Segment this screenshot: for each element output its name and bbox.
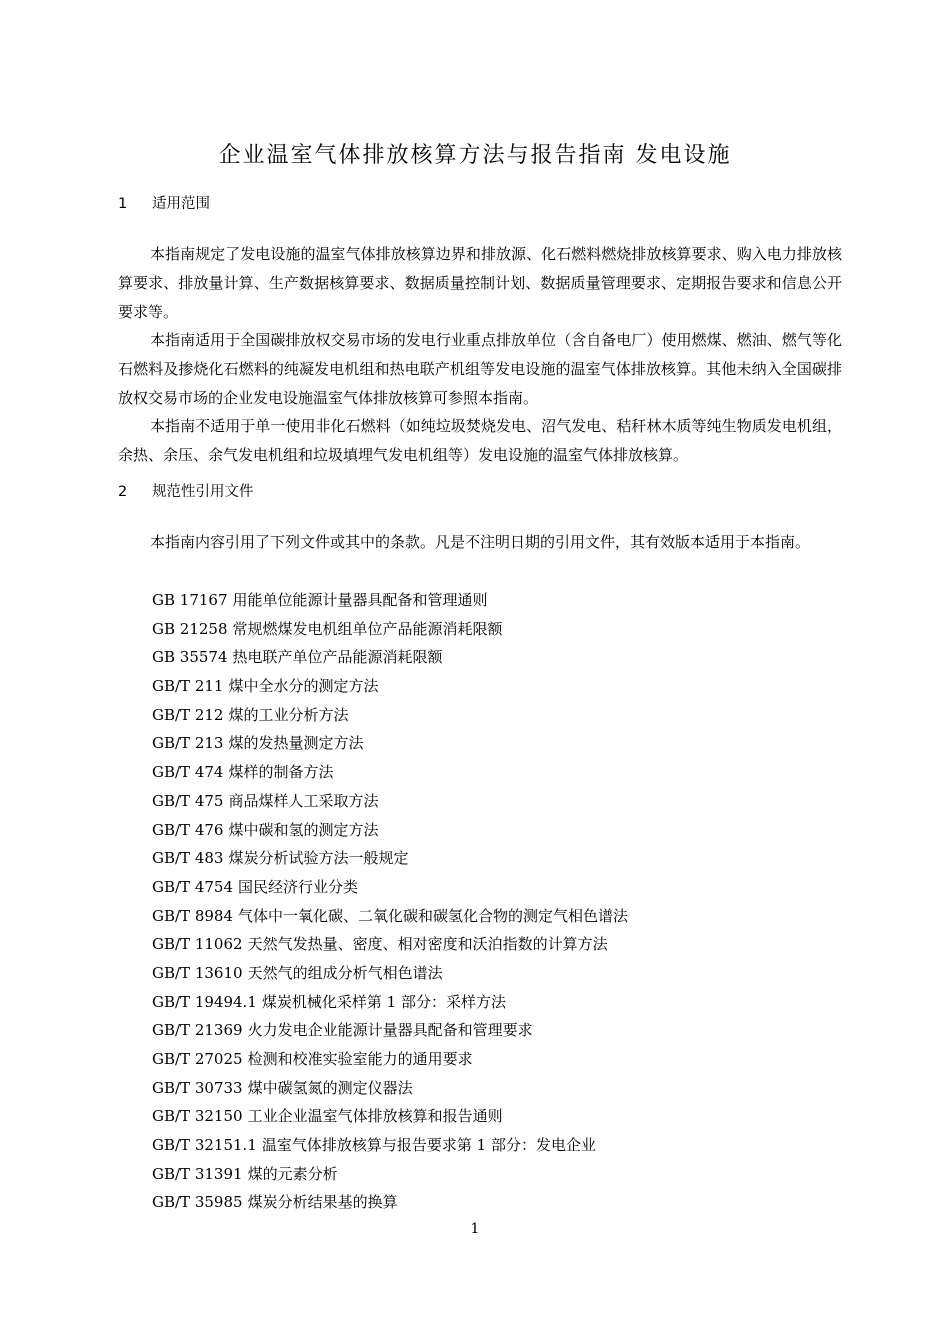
reference-title: 煤炭分析结果基的换算 [247, 1193, 398, 1212]
reference-item [152, 844, 628, 873]
reference-code: GB/T 27025 [152, 1050, 243, 1068]
reference-title: 热电联产单位产品能源消耗限额 [232, 648, 443, 667]
paragraph: 本指南内容引用了下列文件或其中的条款。凡是不注明日期的引用文件，其有效版本适用于本指南。 [150, 533, 811, 551]
reference-title: 煤的元素分析 [247, 1164, 338, 1183]
reference-code: GB/T 213 [152, 734, 224, 753]
reference-item [152, 729, 628, 758]
reference-title: 煤的发热量测定方法 [228, 734, 364, 753]
reference-item [152, 988, 628, 1017]
reference-code: GB 35574 [152, 648, 228, 667]
section-title: 适用范围 [152, 196, 210, 212]
reference-item [152, 701, 628, 730]
reference-title: 煤中碳和氢的测定方法 [228, 820, 379, 839]
reference-title: 煤的工业分析方法 [228, 705, 349, 724]
reference-code: GB/T 474 [152, 763, 224, 782]
reference-code: GB/T 32150 [152, 1107, 243, 1126]
reference-title: 煤中碳氢氮的测定仪器法 [247, 1078, 413, 1097]
reference-code: GB/T 19494.1 [152, 992, 257, 1011]
reference-item [152, 586, 628, 615]
reference-item [152, 816, 628, 845]
reference-title: 天然气发热量、密度、相对密度和沃泊指数的计算方法 [247, 935, 608, 954]
section-heading-scope [118, 194, 210, 214]
reference-title: 天然气的组成分析气相色谱法 [247, 963, 443, 982]
section-title: 规范性引用文件 [152, 484, 254, 500]
reference-title: 国民经济行业分类 [238, 877, 359, 896]
reference-title: 气体中一氧化碳、二氧化碳和碳氢化合物的测定气相色谱法 [238, 906, 629, 925]
paragraph: 本指南不适用于单一使用非化石燃料（如纯垃圾焚烧发电、沼气发电、秸秆林木质等纯生物质发电机组，余热、余压、余气发电机组和垃圾填埋气发电机组等）发电设施的温室气体排放核算。 [118, 417, 842, 464]
reference-title: 常规燃煤发电机组单位产品能源消耗限额 [232, 619, 503, 638]
reference-code: GB/T 11062 [152, 935, 243, 954]
reference-code: GB/T 13610 [152, 963, 243, 982]
reference-code: GB/T 476 [152, 820, 224, 839]
reference-item [152, 1074, 628, 1103]
reference-title: 温室气体排放核算与报告要求第 1 部分：发电企业 [261, 1136, 596, 1155]
reference-item [152, 1131, 628, 1160]
section-number: 1 [118, 196, 128, 212]
reference-code: GB/T 483 [152, 849, 224, 868]
reference-title: 煤样的制备方法 [228, 763, 334, 782]
reference-code: GB/T 35985 [152, 1193, 243, 1212]
document-title: 企业温室气体排放核算方法与报告指南 发电设施 [218, 143, 732, 168]
reference-code: GB/T 4754 [152, 877, 234, 896]
reference-item [152, 1045, 628, 1074]
reference-code: GB/T 30733 [152, 1078, 243, 1097]
reference-item [152, 758, 628, 787]
reference-title: 商品煤样人工采取方法 [228, 791, 379, 810]
reference-item [152, 1160, 628, 1189]
reference-title: 煤炭机械化采样第 1 部分：采样方法 [261, 992, 506, 1011]
paragraph: 本指南规定了发电设施的温室气体排放核算边界和排放源、化石燃料燃烧排放核算要求、购入电力排放核算要求、排放量计算、生产数据核算要求、数据质量控制计划、数据质量管理要求、定期报告要求和信息公开要求等。 [118, 245, 842, 321]
reference-title: 工业企业温室气体排放核算和报告通则 [247, 1107, 503, 1126]
reference-code: GB/T 212 [152, 705, 224, 724]
reference-item [152, 615, 628, 644]
reference-item [152, 873, 628, 902]
reference-code: GB/T 21369 [152, 1021, 243, 1040]
paragraph: 本指南适用于全国碳排放权交易市场的发电行业重点排放单位（含自备电厂）使用燃煤、燃油、燃气等化石燃料及掺烧化石燃料的纯凝发电机组和热电联产机组等发电设施的温室气体排放核算。其他未纳入全国碳排放权交易市场的企业发电设施温室气体排放核算可参照本指南。 [118, 331, 842, 407]
reference-item [152, 930, 628, 959]
reference-title: 煤中全水分的测定方法 [228, 677, 379, 696]
reference-item [152, 643, 628, 672]
reference-item [152, 672, 628, 701]
reference-item [152, 787, 628, 816]
reference-title: 煤炭分析试验方法一般规定 [228, 849, 409, 868]
reference-code: GB 17167 [152, 591, 228, 609]
reference-item [152, 1016, 628, 1045]
reference-code: GB/T 8984 [152, 906, 234, 925]
reference-code: GB/T 211 [152, 677, 224, 696]
reference-item [152, 1188, 628, 1217]
reference-list [152, 586, 628, 1217]
section-number: 2 [118, 484, 128, 500]
page-number: 1 [470, 1221, 480, 1237]
reference-item [152, 902, 628, 931]
reference-item [152, 959, 628, 988]
reference-code: GB/T 32151.1 [152, 1136, 257, 1155]
reference-code: GB/T 475 [152, 791, 224, 810]
reference-title: 用能单位能源计量器具配备和管理通则 [232, 591, 488, 609]
reference-item [152, 1102, 628, 1131]
reference-code: GB 21258 [152, 619, 228, 638]
reference-title: 火力发电企业能源计量器具配备和管理要求 [247, 1021, 533, 1040]
reference-code: GB/T 31391 [152, 1164, 243, 1183]
reference-title: 检测和校准实验室能力的通用要求 [247, 1050, 473, 1068]
section-heading-references [118, 482, 254, 502]
